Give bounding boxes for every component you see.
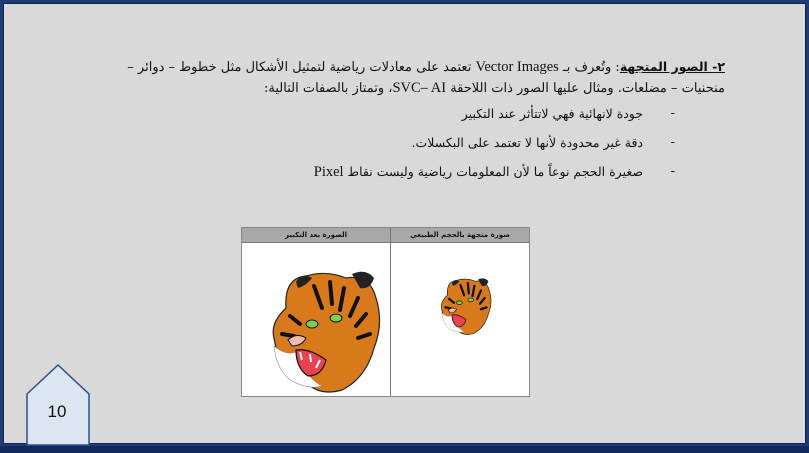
pixel-term: Pixel: [313, 164, 344, 180]
list-item: [215, 133, 675, 162]
vector-comparison-figure: [241, 227, 530, 397]
bullet-dash: -: [670, 164, 675, 179]
intro-paragraph: [105, 56, 725, 99]
page-number: 10: [47, 402, 67, 421]
extension-examples: SVC– AI: [392, 80, 447, 96]
tiger-natural-size-image: [438, 274, 494, 338]
bullet-dash: -: [670, 106, 675, 121]
bullet-text: جودة لانهائية فهي لاتتأثر عند التكبير: [461, 106, 643, 121]
feature-list: [215, 104, 675, 191]
paragraph-text-1: : وتُعرف بـ: [558, 60, 620, 75]
list-item: [215, 104, 675, 133]
vector-images-term: Vector Images: [475, 59, 559, 75]
slide: [3, 3, 806, 444]
bottom-frame-band: [0, 446, 809, 453]
natural-size-header: صورة متجهة بالحجم الطبيعي: [391, 228, 529, 243]
bullet-dash: -: [670, 135, 675, 150]
tiger-enlarged-image: [266, 268, 386, 394]
bullet-text: دقة غير محدودة لأنها لا تعتمد على البكسلات.: [411, 135, 643, 150]
figure-divider: [390, 228, 391, 396]
enlarged-image-header: الصورة بعد التكبير: [242, 228, 390, 243]
paragraph-text-3: ، وتمتاز بالصفات التالية:: [264, 81, 393, 96]
section-heading: ٢- الصور المتجهة: [619, 59, 725, 74]
bullet-text: صغيرة الحجم نوعاً ما لأن المعلومات رياضية وليست نقاط: [343, 164, 643, 179]
list-item: [215, 162, 675, 191]
paragraph-text-2: تعتمد على معادلات رياضية لتمثيل الأشكال مثل خطوط – دوائر – منحنيات – مضلعات. ومثال عليها الصور ذات اللاحقة: [127, 60, 725, 96]
